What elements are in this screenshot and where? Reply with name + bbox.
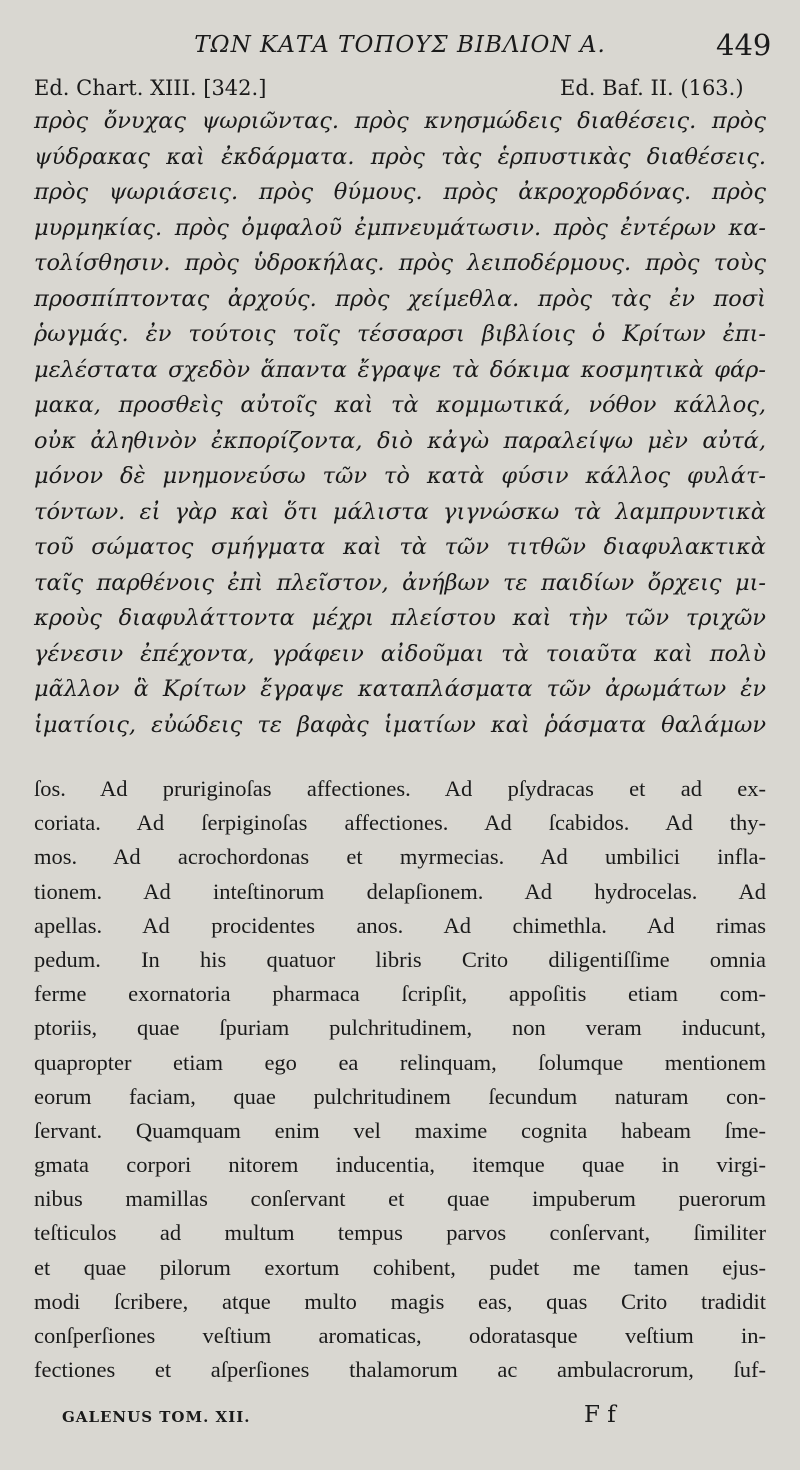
greek-text-line: γένεσιν ἐπέχοντα, γράφειν αἰδοῦμαι τὰ τοιαῦτα καὶ πολὺ [34,640,766,667]
running-title: ΤΩΝ ΚΑΤΑ ΤΟΠΟΥΣ ΒΙΒΛΙΟΝ Α. [194,32,606,58]
edition-reference-right: Ed. Baf. II. (163.) [560,76,744,100]
latin-text-line: teſticulos ad multum tempus parvos conſervant, ſimiliter [34,1220,766,1246]
latin-text-line: gmata corpori nitorem inducentia, itemque quae in virgi- [34,1152,766,1178]
latin-text-line: quapropter etiam ego ea relinquam, ſolumque mentionem [34,1049,766,1075]
greek-text-line: μᾶλλον ἃ Κρίτων ἔγραψε καταπλάσματα τῶν ἀρωμάτων ἐν [34,676,766,702]
latin-text-line: ferme exornatoria pharmaca ſcripſit, appoſitis etiam com- [34,981,766,1007]
greek-text-line: πρὸς ὄνυχας ψωριῶντας. πρὸς κνησμώδεις διαθέσεις. πρὸς [34,108,766,134]
latin-text-line: nibus mamillas conſervant et quae impuberum puerorum [34,1186,766,1212]
greek-text-block [34,104,766,743]
greek-text-line: κροὺς διαφυλάττοντα μέχρι πλείστου καὶ τὴν τῶν τριχῶν [34,605,766,631]
signature-mark: GALENUS TOM. XII. [62,1408,251,1426]
latin-text-line: fectiones et aſperſiones thalamorum ac ambulacrorum, ſuf- [34,1357,766,1383]
latin-text-line: ptoriis, quae ſpuriam pulchritudinem, non veram inducunt, [34,1015,766,1041]
greek-text-line: πρὸς ψωριάσεις. πρὸς θύμους. πρὸς ἀκροχορδόνας. πρὸς [34,179,766,205]
greek-text-line: μακα, προσθεὶς αὐτοῖς καὶ τὰ κομμωτικά, νόθον κάλλος, [34,392,766,418]
latin-text-line: tionem. Ad inteſtinorum delapſionem. Ad hydrocelas. Ad [34,878,766,904]
latin-text-block [34,772,766,1387]
greek-text-line: τόντων. εἰ γὰρ καὶ ὅτι μάλιστα γιγνώσκω τὰ λαμπρυντικὰ [34,498,766,525]
latin-text-line: apellas. Ad procidentes anos. Ad chimethla. Ad rimas [34,912,766,938]
page-number: 449 [716,28,772,62]
edition-reference-left: Ed. Chart. XIII. [342.] [34,76,267,100]
latin-text-line: coriata. Ad ſerpiginoſas affectiones. Ad ſcabidos. Ad thy- [34,810,766,836]
greek-text-line: μόνον δὲ μνημονεύσω τῶν τὸ κατὰ φύσιν κάλλος φυλάτ- [34,463,766,489]
latin-text-line: pedum. In his quatuor libris Crito diligentiſſime omnia [34,946,766,972]
greek-text-line: ψύδρακας καὶ ἐκδάρματα. πρὸς τὰς ἑρπυστικὰς διαθέσεις. [34,143,766,170]
greek-text-line: μελέστατα σχεδὸν ἅπαντα ἔγραψε τὰ δόκιμα κοσμητικὰ φάρ- [34,356,766,383]
greek-text-line: οὐκ ἀληθινὸν ἐκπορίζοντα, διὸ κἀγὼ παραλείψω μὲν αὐτά, [34,427,766,454]
latin-text-line: ſervant. Quamquam enim vel maxime cognita habeam ſme- [34,1117,766,1143]
gathering-mark: F f [584,1402,616,1428]
latin-text-line: ſos. Ad pruriginoſas affectiones. Ad pſydracas et ad ex- [34,776,766,801]
greek-text-line: προσπίπτοντας ἀρχούς. πρὸς χείμεθλα. πρὸς τὰς ἐν ποσὶ [34,285,766,312]
greek-text-line: ἱματίοις, εὐώδεις τε βαφὰς ἱματίων καὶ ῥάσματα θαλάμων [34,711,766,738]
greek-text-line: τολίσθησιν. πρὸς ὑδροκήλας. πρὸς λειποδέρμους. πρὸς τοὺς [34,250,766,276]
greek-text-line: τοῦ σώματος σμήγματα καὶ τὰ τῶν τιτθῶν διαφυλακτικὰ [34,534,766,560]
latin-text-line: mos. Ad acrochordonas et myrmecias. Ad umbilici infla- [34,844,766,870]
latin-text-line: modi ſcribere, atque multo magis eas, quas Crito tradidit [34,1288,766,1314]
greek-text-line: ταῖς παρθένοις ἐπὶ πλεῖστον, ἀνήβων τε παιδίων ὄρχεις μι- [34,569,766,596]
latin-text-line: conſperſiones veſtium aromaticas, odoratasque veſtium in- [34,1323,766,1348]
greek-text-line: μυρμηκίας. πρὸς ὀμφαλοῦ ἐμπνευμάτωσιν. πρὸς ἐντέρων κα- [34,214,766,241]
latin-text-line: eorum faciam, quae pulchritudinem ſecundum naturam con- [34,1083,766,1109]
greek-text-line: ῥωγμάς. ἐν τούτοις τοῖς τέσσαρσι βιβλίοις ὁ Κρίτων ἐπι- [34,321,766,347]
latin-text-line: et quae pilorum exortum cohibent, pudet me tamen ejus- [34,1254,766,1280]
